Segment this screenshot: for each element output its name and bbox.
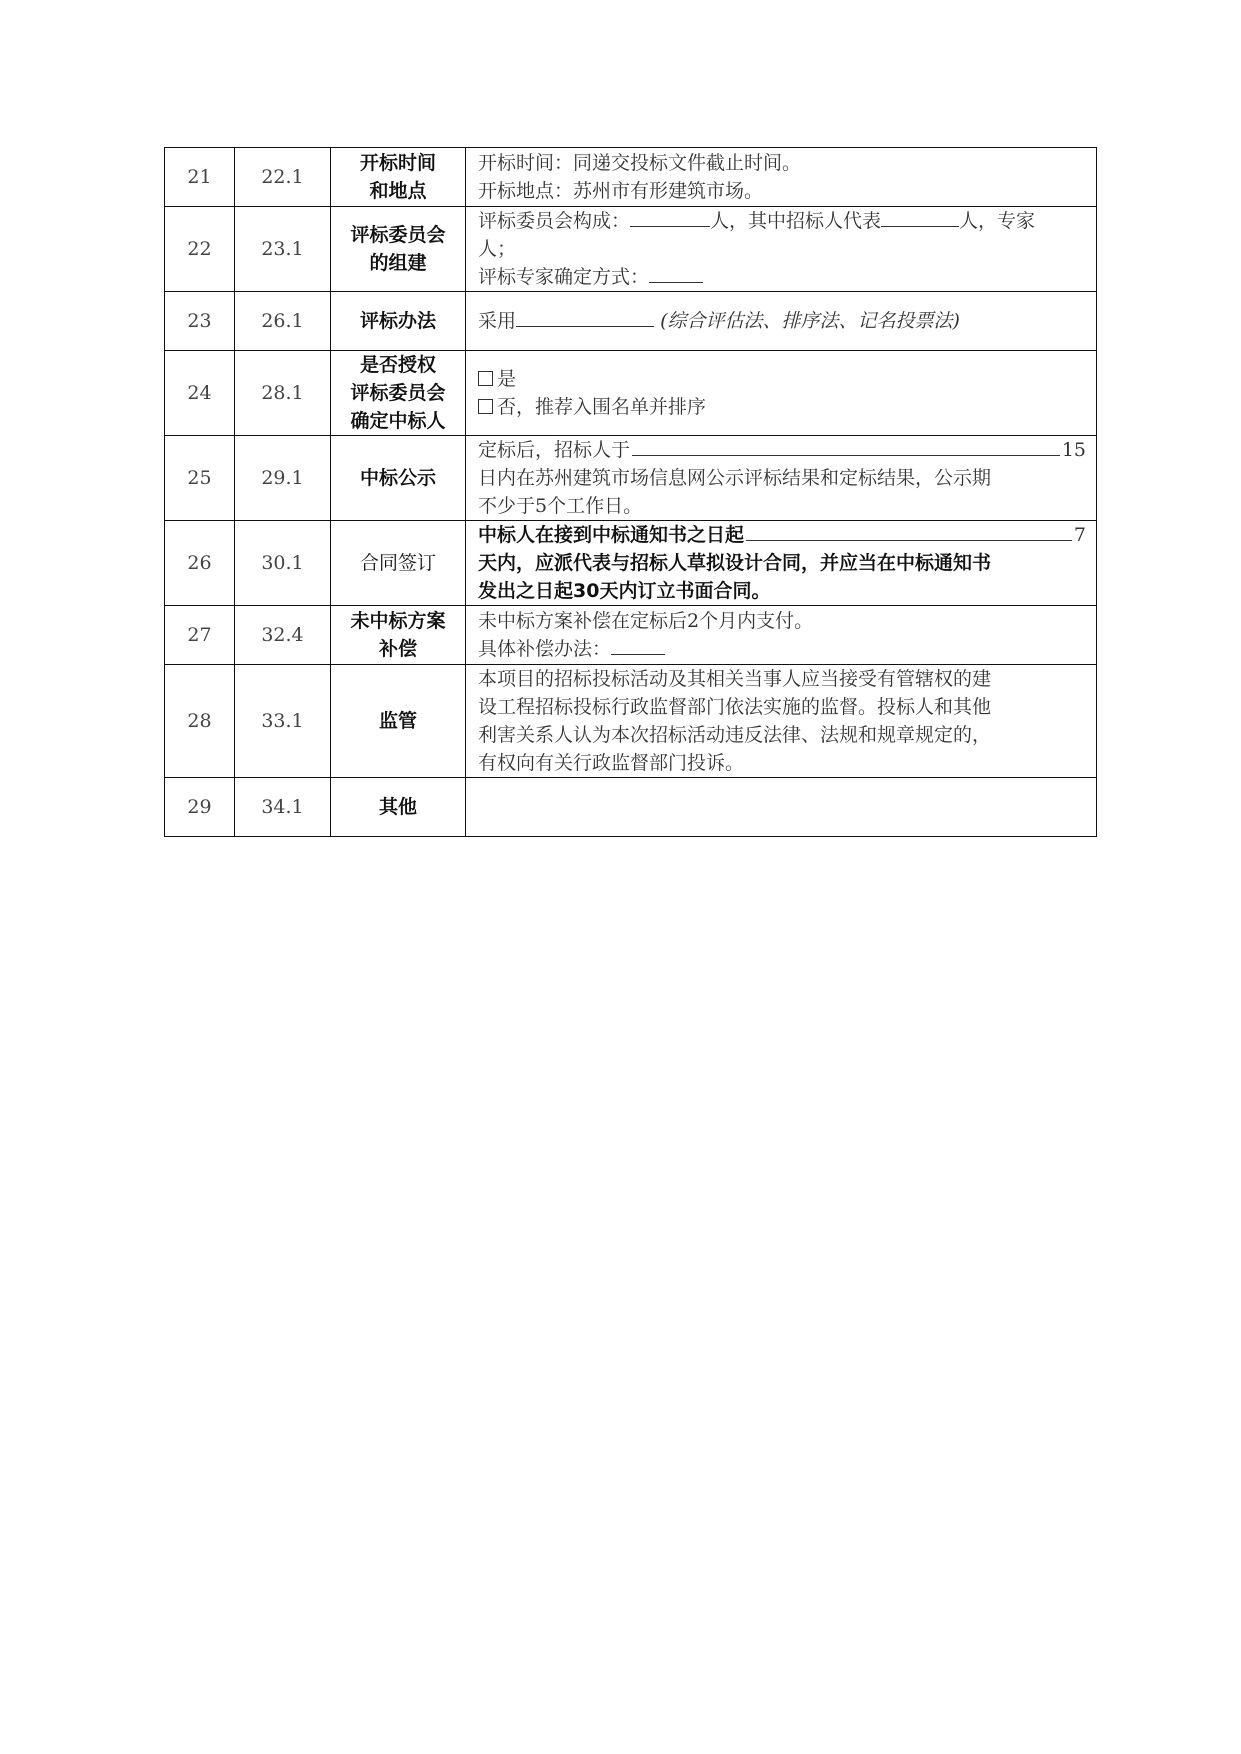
table-row	[165, 436, 1097, 521]
row-number: 27	[165, 606, 235, 665]
day-count: 7	[1073, 524, 1086, 546]
content-line: 天内，应派代表与招标人草拟设计合同，并应当在中标通知书	[478, 552, 992, 574]
row-number: 29	[165, 778, 235, 837]
row-content	[466, 665, 1097, 778]
row-title	[331, 665, 466, 778]
row-title	[331, 606, 466, 665]
title-line: 和地点	[369, 180, 427, 202]
clause-number: 28.1	[235, 351, 331, 436]
table-row	[165, 148, 1097, 207]
title-line: 评标办法	[359, 310, 436, 332]
content-line: 有权向有关行政监督部门投诉。	[478, 752, 745, 774]
title-line: 其他	[378, 796, 417, 818]
content-line: 开标时间：同递交投标文件截止时间。	[478, 152, 802, 174]
title-line: 补偿	[378, 638, 417, 660]
table-row	[165, 521, 1097, 606]
content-line	[478, 307, 1086, 335]
content-line	[478, 263, 1086, 291]
title-line: 合同签订	[359, 552, 436, 574]
row-content	[466, 292, 1097, 351]
clause-number: 23.1	[235, 207, 331, 292]
clause-number: 30.1	[235, 521, 331, 606]
title-line: 是否授权	[359, 354, 436, 376]
table-row	[165, 606, 1097, 665]
row-number: 23	[165, 292, 235, 351]
content-line: 不少于5个工作日。	[478, 495, 643, 517]
option-label: 否，推荐入围名单并排序	[497, 396, 707, 418]
text-fragment: 定标后，招标人于	[478, 439, 631, 461]
row-number: 28	[165, 665, 235, 778]
row-number: 22	[165, 207, 235, 292]
row-content	[466, 207, 1097, 292]
blank-field[interactable]	[632, 437, 1060, 456]
clause-number: 26.1	[235, 292, 331, 351]
row-title	[331, 351, 466, 436]
row-number: 25	[165, 436, 235, 521]
clause-number: 29.1	[235, 436, 331, 521]
row-content	[466, 436, 1097, 521]
row-number: 21	[165, 148, 235, 207]
row-number: 24	[165, 351, 235, 436]
title-line: 开标时间	[359, 152, 436, 174]
method-options: (综合评估法、排序法、记名投票法)	[660, 310, 960, 332]
title-line: 监管	[378, 710, 417, 732]
text-fragment: 具体补偿办法：	[478, 638, 612, 660]
title-line: 未中标方案	[350, 610, 446, 632]
text-fragment: 评标委员会构成：	[478, 210, 631, 232]
row-title	[331, 521, 466, 606]
clause-number: 34.1	[235, 778, 331, 837]
table-row	[165, 207, 1097, 292]
blank-field[interactable]	[630, 208, 710, 227]
content-line: 人；	[478, 238, 517, 260]
row-title	[331, 436, 466, 521]
row-title	[331, 148, 466, 207]
content-line: 发出之日起30天内订立书面合同。	[478, 580, 771, 602]
bid-data-table	[164, 147, 1097, 837]
text-fragment: 人，专家	[959, 210, 1036, 232]
row-title	[331, 207, 466, 292]
blank-field[interactable]	[611, 636, 665, 655]
row-number: 26	[165, 521, 235, 606]
table-row	[165, 292, 1097, 351]
day-count: 15	[1061, 439, 1086, 461]
clause-number: 33.1	[235, 665, 331, 778]
row-title	[331, 778, 466, 837]
clause-number: 32.4	[235, 606, 331, 665]
option-label: 是	[497, 368, 517, 390]
title-line: 评标委员会	[350, 382, 446, 404]
content-line: 日内在苏州建筑市场信息网公示评标结果和定标结果，公示期	[478, 467, 992, 489]
content-line	[478, 436, 1086, 464]
blank-field[interactable]	[881, 208, 959, 227]
title-line: 的组建	[369, 252, 427, 274]
checkbox-icon[interactable]	[478, 399, 493, 414]
blank-field[interactable]	[516, 308, 654, 327]
content-line: 本项目的招标投标活动及其相关当事人应当接受有管辖权的建	[478, 668, 992, 690]
title-line: 评标委员会	[350, 224, 446, 246]
content-line: 开标地点：苏州市有形建筑市场。	[478, 180, 764, 202]
content-line	[478, 207, 1086, 235]
clause-number: 22.1	[235, 148, 331, 207]
row-content	[466, 606, 1097, 665]
table-row	[165, 778, 1097, 837]
table-row	[165, 351, 1097, 436]
blank-field[interactable]	[746, 522, 1072, 541]
text-fragment: 采用	[478, 310, 517, 332]
checkbox-icon[interactable]	[478, 371, 493, 386]
text-fragment: 评标专家确定方式：	[478, 266, 650, 288]
title-line: 中标公示	[359, 467, 436, 489]
option-no[interactable]	[478, 393, 1086, 421]
option-yes[interactable]	[478, 365, 1086, 393]
blank-field[interactable]	[649, 264, 703, 283]
content-line: 未中标方案补偿在定标后2个月内支付。	[478, 610, 814, 632]
content-line: 利害关系人认为本次招标活动违反法律、法规和规章规定的，	[478, 724, 992, 746]
content-line	[478, 635, 1086, 663]
title-line: 确定中标人	[350, 410, 446, 432]
content-line: 设工程招标投标行政监督部门依法实施的监督。投标人和其他	[478, 696, 992, 718]
row-content	[466, 521, 1097, 606]
table-row	[165, 665, 1097, 778]
row-content[interactable]	[466, 778, 1097, 837]
row-content	[466, 148, 1097, 207]
content-line	[478, 521, 1086, 549]
row-title	[331, 292, 466, 351]
row-content	[466, 351, 1097, 436]
text-fragment: 人，其中招标人代表	[710, 210, 882, 232]
text-fragment: 中标人在接到中标通知书之日起	[478, 524, 745, 546]
